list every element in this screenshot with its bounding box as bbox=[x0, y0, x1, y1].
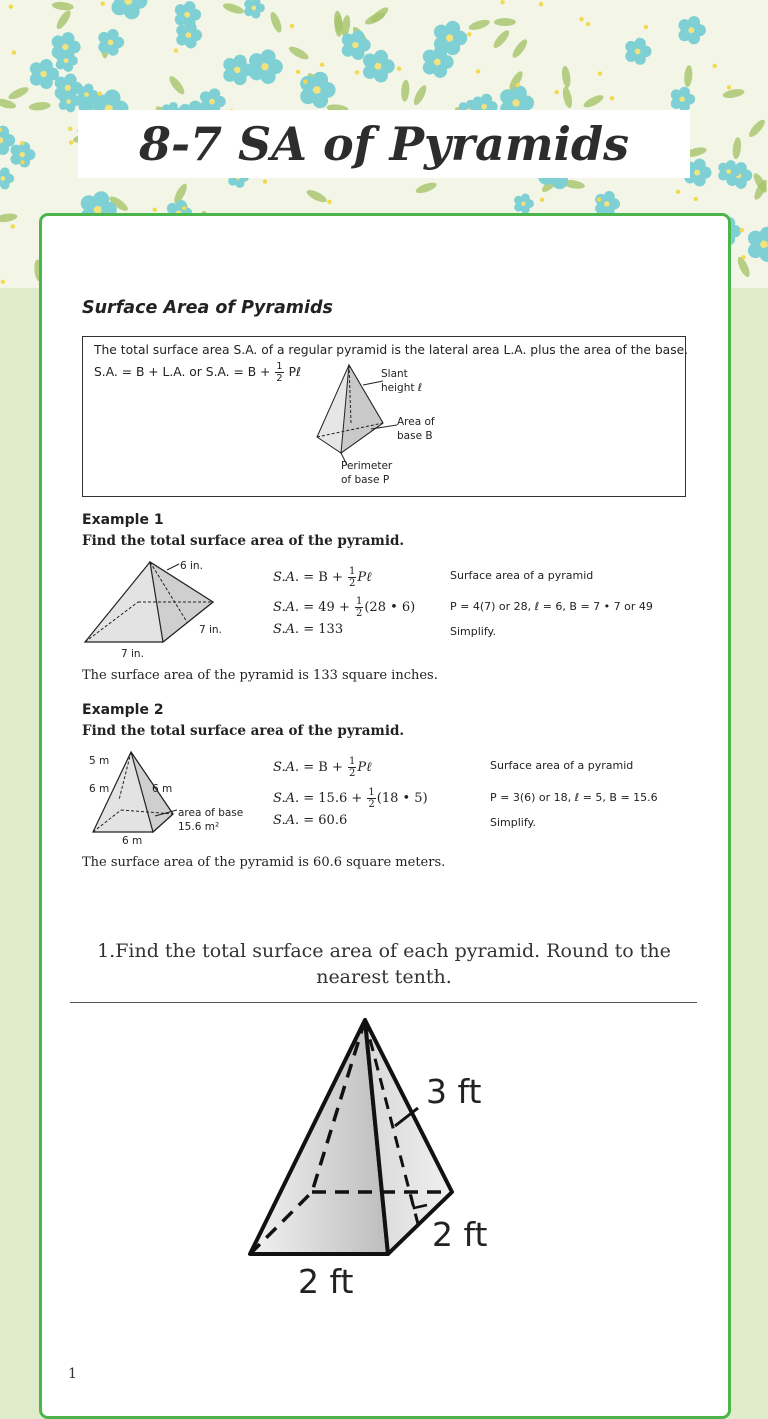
example1-step-3: S.A. = 133 bbox=[273, 622, 344, 637]
slant-label: Slant height ℓ bbox=[381, 368, 423, 395]
example2-conclusion: The surface area of the pyramid is 60.6 square meters. bbox=[82, 855, 446, 870]
example1-step-2: S.A. = 49 + $\frac{1}{2}$ (28 • 6) bbox=[273, 596, 416, 619]
example2-note-2: P = 3(6) or 18, ℓ = 5, B = 15.6 bbox=[490, 791, 658, 804]
example2-prompt: Find the total surface area of the pyramid. bbox=[82, 723, 405, 739]
worksheet-heading: Surface Area of Pyramids bbox=[82, 298, 333, 318]
example2-label-top: 5 m bbox=[89, 755, 110, 767]
example1-title: Example 1 bbox=[82, 512, 164, 528]
question-text: 1.Find the total surface area of each pyramid. Round to the nearest tenth. bbox=[97, 940, 671, 988]
example1-label-side: 7 in. bbox=[199, 624, 222, 636]
example1-note-1: Surface area of a pyramid bbox=[450, 569, 594, 582]
example1-label-top: 6 in. bbox=[180, 560, 203, 572]
example2-step-3: S.A. = 60.6 bbox=[273, 813, 348, 828]
question-label-bottom: 2 ft bbox=[298, 1262, 354, 1301]
definition-box bbox=[82, 336, 689, 497]
example2-label-left: 6 m bbox=[89, 783, 110, 795]
divider bbox=[70, 1002, 697, 1003]
area-of-base-label: Area of base B bbox=[397, 416, 435, 443]
example1-prompt: Find the total surface area of the pyramid. bbox=[82, 533, 405, 549]
question-pyramid bbox=[240, 1012, 500, 1312]
example2-note-1: Surface area of a pyramid bbox=[490, 759, 634, 772]
example2-step-2: S.A. = 15.6 + $\frac{1}{2}$ (18 • 5) bbox=[273, 787, 428, 810]
example1-step-1: S.A. = B + $\frac{1}{2}$ Pℓ bbox=[273, 566, 372, 589]
example2-step-1: S.A. = B + $\frac{1}{2}$ Pℓ bbox=[273, 756, 372, 779]
perimeter-label: Perimeter of base P bbox=[341, 460, 393, 487]
title-box bbox=[78, 110, 690, 178]
example1-note-2: P = 4(7) or 28, ℓ = 6, B = 7 • 7 or 49 bbox=[450, 600, 653, 613]
definition-formula: S.A. = B + L.A. or S.A. = B + $\frac{1}{2}$ Pℓ bbox=[94, 361, 302, 384]
example2-note-3: Simplify. bbox=[490, 816, 536, 829]
example2-label-right: 6 m bbox=[152, 783, 173, 795]
example1-conclusion: The surface area of the pyramid is 133 square inches. bbox=[82, 668, 438, 683]
question-label-side: 2 ft bbox=[432, 1215, 488, 1254]
worksheet-image bbox=[79, 290, 691, 890]
example2-area-label: area of base 15.6 m² bbox=[178, 807, 244, 834]
example2-title: Example 2 bbox=[82, 702, 164, 718]
definition-text: The total surface area S.A. of a regular pyramid is the lateral area L.A. plus the area of the base. bbox=[94, 343, 689, 357]
example1-note-3: Simplify. bbox=[450, 625, 496, 638]
example2-label-bottom: 6 m bbox=[122, 835, 143, 847]
question-label-slant: 3 ft bbox=[426, 1072, 482, 1111]
page-title: 8-7 SA of Pyramids bbox=[138, 117, 630, 171]
example1-label-bottom: 7 in. bbox=[121, 648, 144, 660]
next-question-number: 1 bbox=[68, 1366, 77, 1382]
